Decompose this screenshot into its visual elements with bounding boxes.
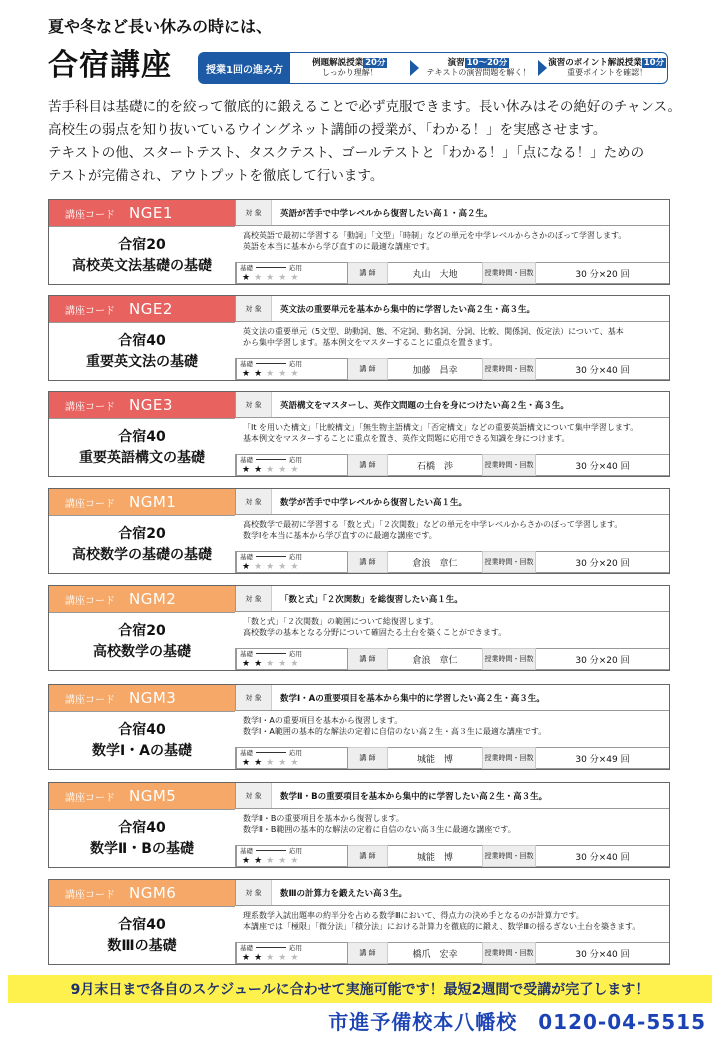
course-code: NGE3 — [129, 396, 173, 414]
level-low-label: 基礎 — [240, 264, 253, 272]
course-code-label: 講座コード — [65, 595, 115, 607]
course-target: 英文法の重要単元を基本から集中的に学習したい高２生・高３生。 — [280, 304, 536, 315]
course-target-row — [235, 392, 669, 418]
course-code-label: 講座コード — [65, 694, 115, 706]
course-target: 数学Ⅱ・Bの重要項目を基本から集中的に学習したい高２生・高３生。 — [280, 791, 548, 802]
flow-step-name: 例題解説授業 — [312, 57, 364, 68]
course-level — [236, 942, 348, 964]
course-series: 合宿40 — [118, 428, 166, 445]
course-card — [48, 782, 670, 868]
star-icon: ★ — [278, 562, 291, 572]
time-label: 授業時間・回数 — [482, 942, 536, 964]
course-code-box — [49, 685, 235, 711]
course-target: 英語が苦手で中学レベルから復習したい高１・高２生。 — [280, 208, 493, 219]
level-low-label: 基礎 — [240, 456, 253, 464]
course-code-label: 講座コード — [65, 305, 115, 317]
flow-step-desc: テキストの演習問題を解く！ — [426, 68, 531, 78]
star-icon: ★ — [290, 758, 303, 768]
course-info-row — [235, 551, 669, 573]
star-icon: ★ — [290, 659, 303, 669]
target-label: 対 象 — [236, 489, 272, 514]
course-title — [49, 418, 235, 476]
course-code-box — [49, 880, 235, 906]
time-label: 授業時間・回数 — [482, 262, 536, 284]
target-label: 対 象 — [236, 392, 272, 417]
level-low-label: 基礎 — [240, 650, 253, 658]
course-time: 30 分×49 回 — [536, 747, 669, 769]
course-code-box — [49, 296, 235, 322]
teacher-label: 講 師 — [348, 845, 388, 867]
flow-step-name: 演習 — [447, 57, 465, 68]
course-name: 高校数学の基礎 — [93, 643, 191, 660]
course-description — [243, 910, 667, 932]
course-desc-line: 数学Ⅰを本当に基本から学び直すのに最適な講座です。 — [243, 531, 437, 540]
course-level — [236, 747, 348, 769]
double-arrow-icon — [256, 363, 286, 364]
star-icon: ★ — [278, 465, 291, 475]
target-label: 対 象 — [236, 296, 272, 321]
course-description — [243, 230, 667, 252]
star-icon: ★ — [266, 758, 279, 768]
course-teacher: 丸山 大地 — [388, 262, 482, 284]
time-label: 授業時間・回数 — [482, 845, 536, 867]
course-info-row — [235, 454, 669, 476]
star-icon: ★ — [290, 273, 303, 283]
level-scale — [240, 649, 302, 658]
course-target: 数学が苦手で中学レベルから復習したい高１生。 — [280, 497, 468, 508]
course-time: 30 分×20 回 — [536, 262, 669, 284]
course-code: NGE1 — [129, 204, 173, 222]
level-stars — [242, 465, 302, 475]
level-scale — [240, 359, 302, 368]
course-time: 30 分×40 回 — [536, 845, 669, 867]
teacher-label: 講 師 — [348, 747, 388, 769]
course-description — [243, 616, 667, 638]
target-label: 対 象 — [236, 880, 272, 905]
course-target-row — [235, 685, 669, 711]
header — [48, 14, 678, 86]
course-desc-line: 「数と式」「２次関数」の範囲について総復習します。 — [243, 617, 439, 626]
level-high-label: 応用 — [289, 553, 302, 561]
course-title — [49, 906, 235, 964]
course-target-row — [235, 783, 669, 809]
course-code-box — [49, 783, 235, 809]
course-code-label: 講座コード — [65, 498, 115, 510]
course-description — [243, 715, 667, 737]
course-series: 合宿20 — [118, 236, 166, 253]
star-icon: ★ — [278, 369, 291, 379]
star-icon: ★ — [254, 659, 267, 669]
star-icon: ★ — [254, 562, 267, 572]
course-name: 高校英文法基礎の基礎 — [72, 257, 212, 274]
target-label: 対 象 — [236, 586, 272, 611]
star-icon: ★ — [266, 273, 279, 283]
level-stars — [242, 659, 302, 669]
course-code-label: 講座コード — [65, 792, 115, 804]
course-desc-line: 高校数学で最初に学習する「数と式」「２次関数」などの単元を中学レベルからさかのぼって学習します。 — [243, 520, 623, 529]
flow-step-desc: 重要ポイントを確認！ — [567, 68, 648, 78]
course-desc-line: 理系数学入試出題率の約半分を占める数学Ⅲにおいて、得点力の決め手となるのが計算力です。 — [243, 911, 584, 920]
star-icon: ★ — [290, 562, 303, 572]
course-target: 数学Ⅰ・Aの重要項目を基本から集中的に学習したい高２生・高３生。 — [280, 693, 545, 704]
flow-step-2 — [419, 58, 539, 79]
flow-step-name: 演習のポイント解説授業 — [548, 57, 642, 68]
flow-label: 授業1回の進み方 — [199, 53, 290, 83]
course-series: 合宿40 — [118, 721, 166, 738]
level-high-label: 応用 — [289, 650, 302, 658]
course-level — [236, 845, 348, 867]
course-teacher: 石橋 渉 — [388, 454, 482, 476]
course-desc-line: 数学Ⅱ・Bの重要項目を基本から復習します。 — [243, 814, 404, 823]
star-icon: ★ — [254, 953, 267, 963]
level-stars — [242, 369, 302, 379]
level-stars — [242, 562, 302, 572]
course-desc-line: 数学Ⅱ・B範囲の基本的な解法の定着に自信のない高３生に最適な講座です。 — [243, 825, 516, 834]
course-info-row — [235, 747, 669, 769]
course-info-row — [235, 845, 669, 867]
course-target-row — [235, 489, 669, 515]
star-icon: ★ — [242, 953, 255, 963]
star-icon: ★ — [278, 953, 291, 963]
level-low-label: 基礎 — [240, 360, 253, 368]
course-series: 合宿40 — [118, 916, 166, 933]
level-stars — [242, 758, 302, 768]
course-level — [236, 648, 348, 670]
course-code: NGM6 — [129, 884, 177, 902]
time-label: 授業時間・回数 — [482, 454, 536, 476]
intro-text — [48, 96, 688, 188]
target-label: 対 象 — [236, 783, 272, 808]
course-code-box — [49, 489, 235, 515]
course-code-box — [49, 200, 235, 226]
double-arrow-icon — [256, 653, 286, 654]
flow-step-3 — [547, 58, 667, 79]
double-arrow-icon — [256, 752, 286, 753]
course-card — [48, 684, 670, 770]
course-description — [243, 326, 667, 348]
star-icon: ★ — [242, 562, 255, 572]
course-teacher: 加藤 昌幸 — [388, 358, 482, 380]
intro-line: テキストの他、スタートテスト、タスクテスト、ゴールテストと「わかる！」「点になる！」ための — [48, 145, 645, 161]
star-icon: ★ — [266, 369, 279, 379]
course-target-row — [235, 586, 669, 612]
course-target: 英語構文をマスターし、英作文問題の土台を身につけたい高２生・高３生。 — [280, 400, 569, 411]
flow-step-minutes: 10～20分 — [466, 57, 508, 68]
level-scale — [240, 846, 302, 855]
course-title — [49, 809, 235, 867]
star-icon: ★ — [242, 758, 255, 768]
double-arrow-icon — [256, 267, 286, 268]
level-stars — [242, 953, 302, 963]
teacher-label: 講 師 — [348, 454, 388, 476]
course-target-row — [235, 200, 669, 226]
level-low-label: 基礎 — [240, 847, 253, 855]
course-teacher: 倉浪 章仁 — [388, 551, 482, 573]
course-code: NGM2 — [129, 590, 177, 608]
level-stars — [242, 273, 302, 283]
course-desc-line: 英文法の重要単元（5文型、助動詞、態、不定詞、動名詞、分詞、比較、関係詞、仮定法）について、基本 — [243, 327, 624, 336]
lesson-flow — [198, 52, 668, 84]
course-code-box — [49, 392, 235, 418]
level-high-label: 応用 — [289, 456, 302, 464]
course-title — [49, 612, 235, 670]
time-label: 授業時間・回数 — [482, 358, 536, 380]
flow-step-minutes: 10分 — [643, 57, 665, 68]
course-info-row — [235, 942, 669, 964]
course-series: 合宿40 — [118, 332, 166, 349]
teacher-label: 講 師 — [348, 551, 388, 573]
course-target: 「数と式」「２次関数」を総復習したい高１生。 — [280, 594, 463, 605]
course-time: 30 分×20 回 — [536, 551, 669, 573]
course-code-box — [49, 586, 235, 612]
level-high-label: 応用 — [289, 944, 302, 952]
course-desc-line: 高校英語で最初に学習する「動詞」「文型」「時制」などの単元を中学レベルからさかのぼって学習します。 — [243, 231, 627, 240]
course-time: 30 分×40 回 — [536, 454, 669, 476]
star-icon: ★ — [278, 758, 291, 768]
intro-line: 高校生の弱点を知り抜いているウイングネット講師の授業が、「わかる！」を実感させます。 — [48, 122, 607, 138]
course-code: NGE2 — [129, 300, 173, 318]
course-desc-line: 英語を本当に基本から学び直すのに最適な講座です。 — [243, 242, 435, 251]
flow-step-minutes: 20分 — [365, 57, 386, 68]
level-scale — [240, 455, 302, 464]
course-target-row — [235, 296, 669, 322]
flow-step-1 — [290, 58, 410, 79]
arrow-right-icon — [410, 60, 419, 76]
star-icon: ★ — [290, 856, 303, 866]
course-title — [49, 515, 235, 573]
header-subtitle: 夏や冬など長い休みの時には、 — [48, 17, 273, 36]
level-stars — [242, 856, 302, 866]
star-icon: ★ — [266, 856, 279, 866]
star-icon: ★ — [242, 273, 255, 283]
star-icon: ★ — [254, 758, 267, 768]
course-time: 30 分×20 回 — [536, 648, 669, 670]
course-name: 重要英文法の基礎 — [86, 353, 198, 370]
star-icon: ★ — [242, 856, 255, 866]
star-icon: ★ — [266, 562, 279, 572]
course-description — [243, 519, 667, 541]
course-time: 30 分×40 回 — [536, 942, 669, 964]
teacher-label: 講 師 — [348, 942, 388, 964]
course-name: 高校数学の基礎の基礎 — [72, 546, 212, 563]
course-description — [243, 422, 667, 444]
teacher-label: 講 師 — [348, 262, 388, 284]
star-icon: ★ — [278, 273, 291, 283]
course-card — [48, 391, 670, 477]
course-code-label: 講座コード — [65, 889, 115, 901]
course-desc-line: から集中学習します。基本例文をマスターすることに重点を置きます。 — [243, 338, 498, 347]
course-card — [48, 585, 670, 671]
course-name: 重要英語構文の基礎 — [79, 449, 205, 466]
course-teacher: 城能 博 — [388, 845, 482, 867]
course-desc-line: 数学Ⅰ・Aの重要項目を基本から復習します。 — [243, 716, 403, 725]
course-level — [236, 358, 348, 380]
school-contact: 市進予備校本八幡校 0120-04-5515 — [328, 1010, 706, 1034]
course-name: 数学Ⅰ・Aの基礎 — [91, 742, 193, 759]
course-teacher: 倉浪 章仁 — [388, 648, 482, 670]
arrow-right-icon — [538, 60, 547, 76]
level-low-label: 基礎 — [240, 553, 253, 561]
level-scale — [240, 263, 302, 272]
star-icon: ★ — [254, 273, 267, 283]
star-icon: ★ — [254, 369, 267, 379]
star-icon: ★ — [266, 465, 279, 475]
course-series: 合宿20 — [118, 622, 166, 639]
course-title — [49, 322, 235, 380]
level-high-label: 応用 — [289, 360, 302, 368]
star-icon: ★ — [266, 659, 279, 669]
course-card — [48, 488, 670, 574]
course-desc-line: 高校数学の基本となる分野について確固たる土台を築くことができます。 — [243, 628, 507, 637]
course-card — [48, 199, 670, 285]
course-name: 数学Ⅱ・Bの基礎 — [90, 840, 194, 857]
course-level — [236, 551, 348, 573]
course-name: 数Ⅲの基礎 — [107, 937, 177, 954]
star-icon: ★ — [266, 953, 279, 963]
star-icon: ★ — [254, 856, 267, 866]
course-level — [236, 454, 348, 476]
course-desc-line: 「It を用いた構文」「比較構文」「無生物主語構文」「否定構文」などの重要英語構文について集中学習します。 — [243, 423, 639, 432]
course-level — [236, 262, 348, 284]
level-low-label: 基礎 — [240, 749, 253, 757]
star-icon: ★ — [242, 465, 255, 475]
time-label: 授業時間・回数 — [482, 551, 536, 573]
star-icon: ★ — [290, 369, 303, 379]
level-high-label: 応用 — [289, 847, 302, 855]
course-series: 合宿20 — [118, 525, 166, 542]
star-icon: ★ — [278, 659, 291, 669]
course-code: NGM3 — [129, 689, 177, 707]
course-desc-line: 数学Ⅰ・A範囲の基本的な解法の定着に自信のない高２生・高３生に最適な講座です。 — [243, 727, 547, 736]
double-arrow-icon — [256, 947, 286, 948]
star-icon: ★ — [290, 953, 303, 963]
level-low-label: 基礎 — [240, 944, 253, 952]
page-title: 合宿講座 — [48, 48, 172, 83]
course-desc-line: 本講座では「極限」「微分法」「積分法」における計算力を徹底的に鍛え、数学Ⅲの揺るぎない土台を築きます。 — [243, 922, 641, 931]
course-title — [49, 711, 235, 769]
intro-line: テストが完備され、アウトプットを徹底して行います。 — [48, 168, 384, 184]
intro-line: 苦手科目は基礎に的を絞って徹底的に鍛えることで必ず克服できます。長い休みはその絶好のチャンス。 — [48, 99, 682, 115]
course-info-row — [235, 358, 669, 380]
course-info-row — [235, 262, 669, 284]
teacher-label: 講 師 — [348, 648, 388, 670]
course-card — [48, 295, 670, 381]
star-icon: ★ — [242, 369, 255, 379]
target-label: 対 象 — [236, 685, 272, 710]
level-high-label: 応用 — [289, 264, 302, 272]
course-title — [49, 226, 235, 284]
teacher-label: 講 師 — [348, 358, 388, 380]
course-series: 合宿40 — [118, 819, 166, 836]
course-teacher: 城能 博 — [388, 747, 482, 769]
level-high-label: 応用 — [289, 749, 302, 757]
double-arrow-icon — [256, 850, 286, 851]
course-target: 数Ⅲの計算力を鍛えたい高３生。 — [280, 888, 408, 899]
course-code-label: 講座コード — [65, 209, 115, 221]
level-scale — [240, 748, 302, 757]
course-card — [48, 879, 670, 965]
star-icon: ★ — [278, 856, 291, 866]
course-code: NGM1 — [129, 493, 177, 511]
course-time: 30 分×40 回 — [536, 358, 669, 380]
course-code: NGM5 — [129, 787, 177, 805]
double-arrow-icon — [256, 459, 286, 460]
course-desc-line: 基本例文をマスターすることに重点を置き、英作文問題に応用できる知識を身につけます。 — [243, 434, 570, 443]
footer-banner: 9月末日まで各自のスケジュールに合わせて実施可能です！最短2週間で受講が完了します！ — [8, 975, 712, 1003]
flow-step-desc: しっかり理解！ — [321, 68, 378, 78]
course-code-label: 講座コード — [65, 401, 115, 413]
level-scale — [240, 552, 302, 561]
course-description — [243, 813, 667, 835]
target-label: 対 象 — [236, 200, 272, 225]
star-icon: ★ — [242, 659, 255, 669]
course-teacher: 橋爪 宏幸 — [388, 942, 482, 964]
course-info-row — [235, 648, 669, 670]
level-scale — [240, 943, 302, 952]
time-label: 授業時間・回数 — [482, 648, 536, 670]
course-target-row — [235, 880, 669, 906]
star-icon: ★ — [290, 465, 303, 475]
star-icon: ★ — [254, 465, 267, 475]
double-arrow-icon — [256, 556, 286, 557]
time-label: 授業時間・回数 — [482, 747, 536, 769]
